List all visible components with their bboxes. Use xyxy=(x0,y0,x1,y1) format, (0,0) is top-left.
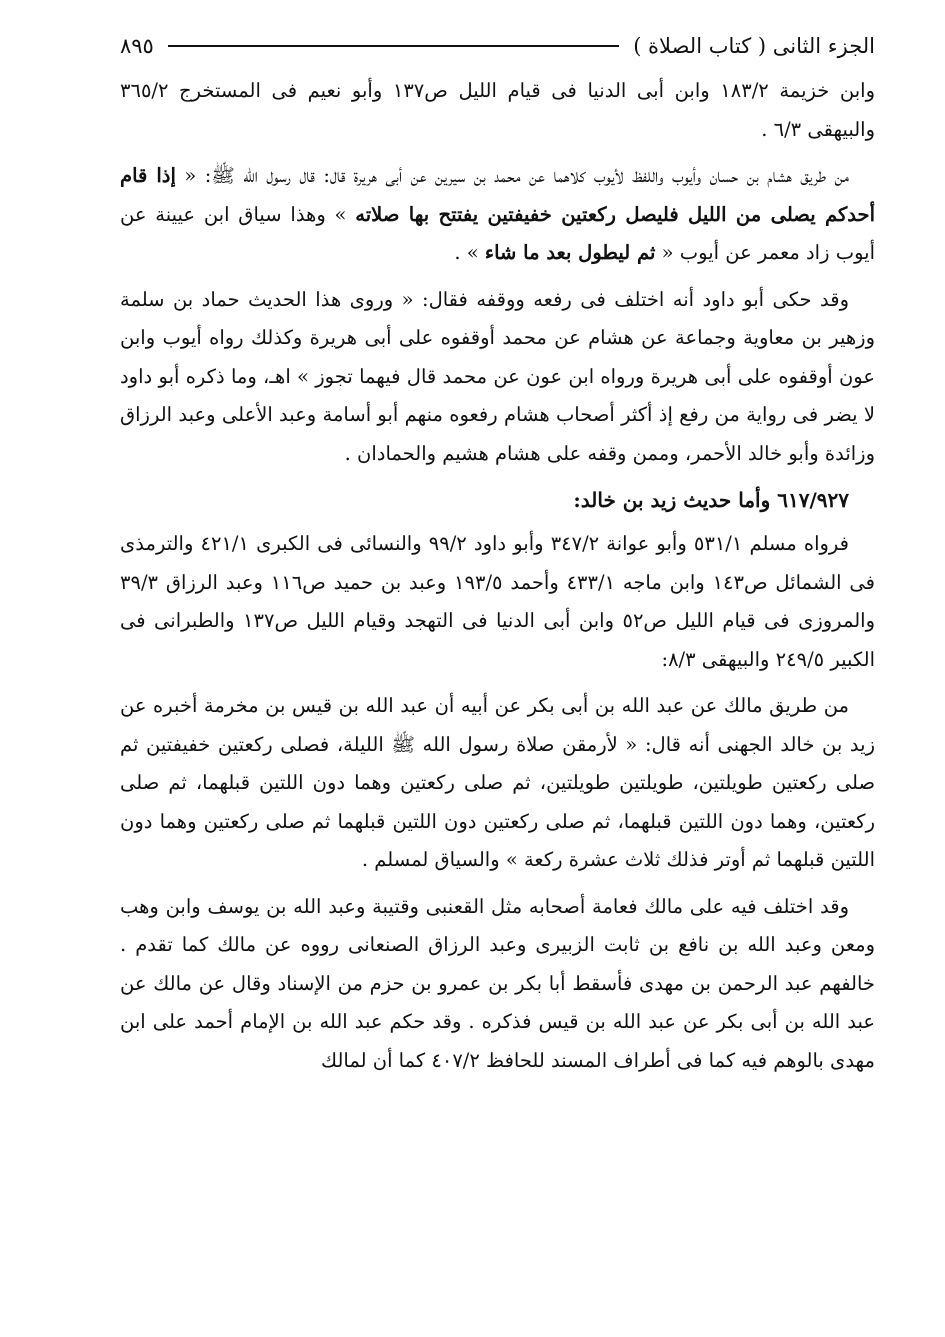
paragraph-6: وقد اختلف فيه على مالك فعامة أصحابه مثل القعنبى وقتيبة وعبد الله بن يوسف وابن وهب ومعن وعبد الله بن نافع بن ثابت الزبيرى وعبد الرزاق الصنعانى رووه عن مالك كما تقدم . خالفهم عبد الرحمن بن مهدى فأسقط أبا بكر بن عمرو بن حزم من الإسناد وقال عن مالك عن عبد الله بن أبى بكر عن عبد الله بن قيس فذكره . وقد حكم عبد الله بن الإمام أحمد على ابن مهدى بالوهم فيه كما فى أطراف المسند للحافظ ٤٠٧/٢ كما أن لمالك xyxy=(120,894,875,1072)
paragraph-2-end: » . xyxy=(454,241,485,264)
paragraph-5: من طريق مالك عن عبد الله بن أبى بكر عن أبيه أن عبد الله بن قيس بن مخرمة أخبره عن زيد بن خالد الجهنى أنه قال: « لأرمقن صلاة رسول الله ﷺ الليلة، فصلى ركعتين خفيفتين ثم صلى ركعتين طويلتين، طويلتين طويلتين، ثم صلى ركعتين وهما دون اللتين قبلهما، ثم صلى ركعتين، وهما دون اللتين قبلهما، ثم صلى ركعتين دون اللتين قبلهما ثم صلى ركعتين وهما دون اللتين قبلهما ثم أوتر فذلك ثلاث عشرة ركعة » والسياق لمسلم . xyxy=(120,694,875,871)
paragraph-3: وقد حكى أبو داود أنه اختلف فى رفعه ووقفه فقال: « وروى هذا الحديث حماد بن سلمة وزهير بن معاوية وجماعة عن هشام عن محمد أوقفوه على أبى هريرة وكذلك رواه أيوب وابن عون أوقفوه على أبى هريرة ورواه ابن عون عن محمد قال فيهما تجوز » اهـ، وما ذكره أبو داود لا يضر فى رواية من رفع إذ أكثر أصحاب هشام رفعوه منهم أبو أسامة وعبد الأعلى وعبد الرزاق وزائدة وأبو خالد الأحمر، وممن وقفه على هشام هشيم والحمادان . xyxy=(120,287,875,465)
page-number: ٨٩٥ xyxy=(120,34,154,58)
paragraph-2-intro: من طريق هشام بن حسان وأيوب واللفظ لأيوب كلاهما عن محمد بن سيرين عن أبى هريرة قال: قال رسول الله ﷺ: « xyxy=(175,164,849,187)
paragraph-1: وابن خزيمة ١٨٣/٢ وابن أبى الدنيا فى قيام الليل ص١٣٧ وأبو نعيم فى المستخرج ٣٦٥/٢ والبيهقى ٦/٣ . xyxy=(120,79,875,141)
paragraph-2-middle: » وهذا سياق ابن عيينة عن أيوب زاد معمر عن أيوب « xyxy=(120,202,875,264)
section-heading: ٦١٧/٩٢٧ وأما حديث زيد بن خالد: xyxy=(573,488,849,512)
running-title: الجزء الثانى ( كتاب الصلاة ) xyxy=(633,34,875,58)
paragraph-2 xyxy=(120,157,875,273)
hadith-addition-bold: ثم ليطول بعد ما شاء xyxy=(484,241,656,264)
paragraph-4: فرواه مسلم ٥٣١/١ وأبو عوانة ٣٤٧/٢ وأبو داود ٩٩/٢ والنسائى فى الكبرى ٤٢١/١ والترمذى فى الشمائل ص١٤٣ وابن ماجه ٤٣٣/١ وأحمد ١٩٣/٥ وعبد بن حميد ص١١٦ وعبد الرزاق ٣٩/٣ والمروزى فى قيام الليل ص٥٢ وابن أبى الدنيا فى التهجد وقيام الليل ص١٣٧ والطبرانى فى الكبير ٢٤٩/٥ والبيهقى ٨/٣: xyxy=(120,532,875,671)
hadith-text-bold: إذا قام أحدكم يصلى من الليل فليصل ركعتين خفيفتين يفتتح بها صلاته xyxy=(120,164,875,226)
running-header xyxy=(120,26,875,66)
header-rule xyxy=(168,45,619,47)
